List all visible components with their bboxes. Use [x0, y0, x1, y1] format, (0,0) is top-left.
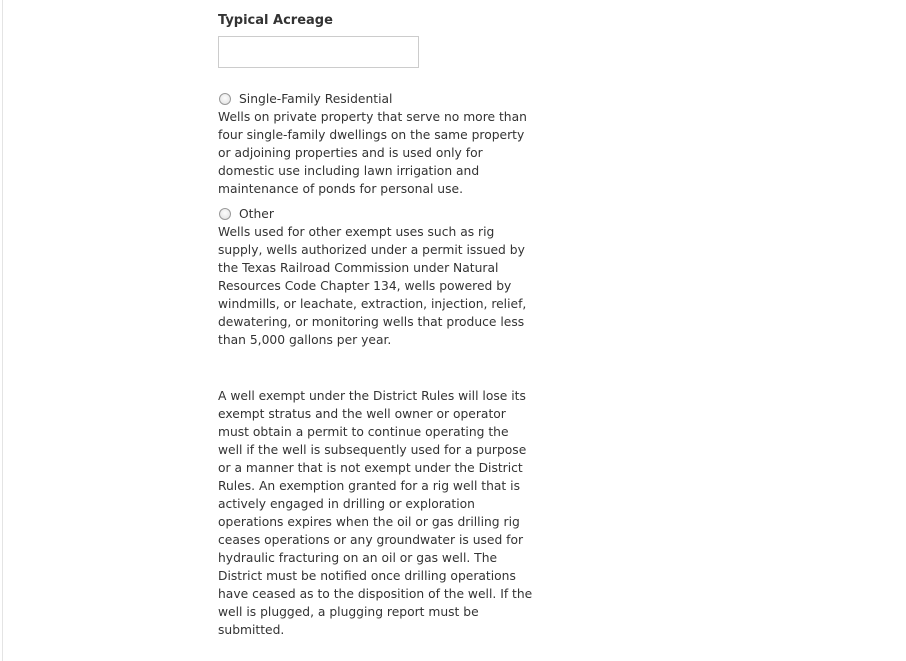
single-family-residential-label[interactable]: Single-Family Residential	[239, 92, 393, 106]
description-line: Resources Code Chapter 134, wells powered by	[218, 279, 512, 293]
notice-line: submitted.	[218, 623, 285, 637]
notice-line: exempt stratus and the well owner or operator	[218, 407, 506, 421]
description-line: Wells on private property that serve no more than	[218, 110, 527, 124]
description-line: domestic use including lawn irrigation and	[218, 164, 480, 178]
description-line: supply, wells authorized under a permit issued by	[218, 243, 525, 257]
notice-line: hydraulic fracturing on an oil or gas well. The	[218, 551, 498, 565]
typical-acreage-label: Typical Acreage	[218, 13, 333, 28]
notice-line: operations expires when the oil or gas drilling rig	[218, 515, 520, 529]
description-line: dewatering, or monitoring wells that produce less	[218, 315, 525, 329]
description-line: than 5,000 gallons per year.	[218, 333, 392, 347]
notice-line: or a manner that is not exempt under the District	[218, 461, 523, 475]
page	[2, 0, 906, 661]
single-family-residential-description	[218, 108, 527, 198]
other-radio[interactable]	[219, 208, 231, 220]
notice-line: well is plugged, a plugging report must be	[218, 605, 479, 619]
description-line: windmills, or leachate, extraction, injection, relief,	[218, 297, 527, 311]
description-line: maintenance of ponds for personal use.	[218, 182, 463, 196]
description-line: Wells used for other exempt uses such as rig	[218, 225, 495, 239]
notice-line: actively engaged in drilling or exploration	[218, 497, 475, 511]
notice-line: ceases operations or any groundwater is used for	[218, 533, 524, 547]
other-description	[218, 223, 527, 349]
typical-acreage-input[interactable]	[218, 36, 419, 68]
notice-line: well if the well is subsequently used for a purpose	[218, 443, 527, 457]
single-family-residential-radio[interactable]	[219, 93, 231, 105]
notice-line: A well exempt under the District Rules will lose its	[218, 389, 526, 403]
notice-line: District must be notified once drilling operations	[218, 569, 516, 583]
other-label[interactable]: Other	[239, 207, 274, 221]
exemption-notice	[218, 387, 533, 639]
description-line: the Texas Railroad Commission under Natural	[218, 261, 499, 275]
single-family-residential-option[interactable]	[218, 90, 392, 108]
description-line: or adjoining properties and is used only for	[218, 146, 483, 160]
other-option[interactable]	[218, 205, 274, 223]
description-line: four single-family dwellings on the same property	[218, 128, 525, 142]
notice-line: Rules. An exemption granted for a rig well that is	[218, 479, 520, 493]
notice-line: have ceased as to the disposition of the well. If the	[218, 587, 533, 601]
notice-line: must obtain a permit to continue operating the	[218, 425, 509, 439]
